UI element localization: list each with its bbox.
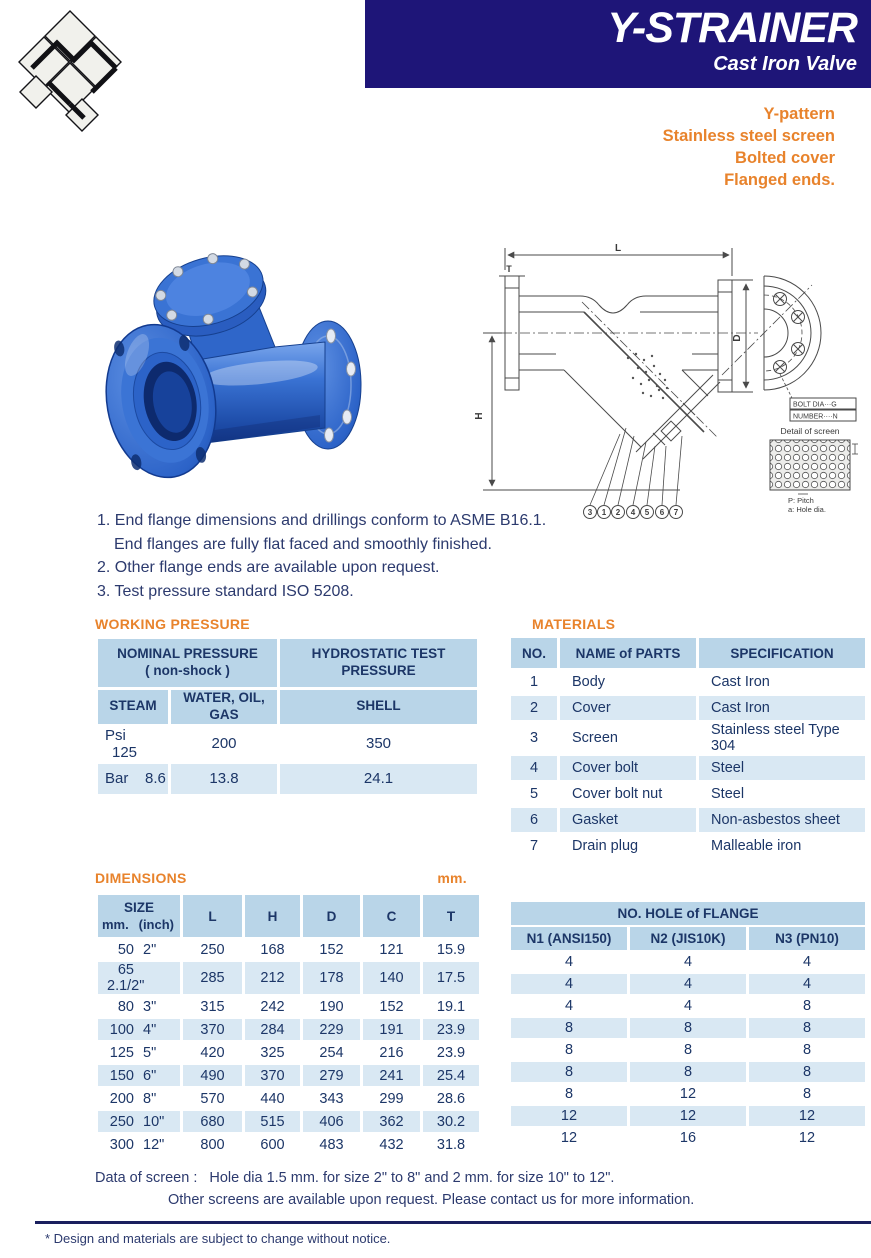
table-row xyxy=(511,696,865,720)
table-cell: 200 xyxy=(171,727,277,761)
table-cell: 250 xyxy=(183,939,242,960)
table-cell: 152 xyxy=(303,939,360,960)
table-cell: 140 xyxy=(363,962,420,994)
table-cell: 440 xyxy=(245,1088,300,1109)
table-cell: 284 xyxy=(245,1019,300,1040)
flange-holes-title: NO. HOLE of FLANGE xyxy=(511,902,865,925)
table-row xyxy=(98,1134,479,1155)
table-cell: 8 xyxy=(511,1062,627,1082)
company-logo xyxy=(12,6,137,138)
part-number: 5 xyxy=(644,508,650,517)
table-cell: 8 xyxy=(630,1040,746,1060)
table-cell: 212 xyxy=(245,962,300,994)
table-row xyxy=(511,1106,865,1126)
table-cell: 432 xyxy=(363,1134,420,1155)
table-cell: 300 12" xyxy=(98,1134,180,1155)
table-cell: 652.1/2" xyxy=(98,962,180,994)
table-cell: 279 xyxy=(303,1065,360,1086)
nominal-pressure-header: NOMINAL PRESSURE ( non-shock ) xyxy=(98,639,277,687)
table-cell: 8 xyxy=(630,1018,746,1038)
table-cell: 7 xyxy=(511,834,557,858)
table-row xyxy=(98,727,477,761)
table-cell: 30.2 xyxy=(423,1111,479,1132)
table-cell: 19.1 xyxy=(423,996,479,1017)
table-cell: 28.6 xyxy=(423,1088,479,1109)
table-cell: 241 xyxy=(363,1065,420,1086)
table-cell: 8 xyxy=(749,1084,865,1104)
table-cell: 680 xyxy=(183,1111,242,1132)
screen-note-label: Data of screen : xyxy=(95,1170,198,1186)
screen-data-note xyxy=(95,1167,694,1211)
table-cell: 13.8 xyxy=(171,764,277,794)
working-pressure-section xyxy=(95,616,480,797)
feature-item: Y-pattern xyxy=(763,105,835,123)
table-row xyxy=(98,1019,479,1040)
table-cell: 370 xyxy=(183,1019,242,1040)
table-cell: 17.5 xyxy=(423,962,479,994)
working-pressure-title: WORKING PRESSURE xyxy=(95,616,250,632)
table-cell: 406 xyxy=(303,1111,360,1132)
table-cell: Stainless steel Type 304 xyxy=(699,722,865,754)
table-cell: 325 xyxy=(245,1042,300,1063)
feature-item: Stainless steel screen xyxy=(662,127,835,145)
table-cell: 23.9 xyxy=(423,1019,479,1040)
table-row xyxy=(511,974,865,994)
column-header: N3 (PN10) xyxy=(749,927,865,950)
feature-list xyxy=(663,103,835,191)
table-cell: 8 xyxy=(511,1084,627,1104)
table-cell: 4 xyxy=(749,952,865,972)
table-cell: 50 2" xyxy=(98,939,180,960)
table-cell: 4 xyxy=(630,952,746,972)
column-header: D xyxy=(303,895,360,937)
materials-section xyxy=(508,616,868,860)
column-header: STEAM xyxy=(98,690,168,724)
pitch-label: P: Pitch xyxy=(788,496,814,505)
column-header: WATER, OIL, GAS xyxy=(171,690,277,724)
table-cell: 515 xyxy=(245,1111,300,1132)
title-banner xyxy=(365,0,871,88)
column-header: NAME of PARTS xyxy=(560,638,696,668)
table-cell: Body xyxy=(560,670,696,694)
materials-title: MATERIALS xyxy=(532,616,616,632)
table-cell: 190 xyxy=(303,996,360,1017)
table-row xyxy=(511,808,865,832)
table-cell: Non-asbestos sheet xyxy=(699,808,865,832)
table-cell: 350 xyxy=(280,727,477,761)
table-cell: 12 xyxy=(511,1128,627,1148)
table-cell: 242 xyxy=(245,996,300,1017)
table-cell: 483 xyxy=(303,1134,360,1155)
table-cell: Cover bolt nut xyxy=(560,782,696,806)
screen-note-line1: Hole dia 1.5 mm. for size 2" to 8" and 2 mm. for size 10" to 12". xyxy=(209,1170,615,1186)
flange-holes-table xyxy=(508,900,868,1150)
table-cell: 8 xyxy=(749,1062,865,1082)
table-cell: 25.4 xyxy=(423,1065,479,1086)
part-number: 2 xyxy=(615,508,621,517)
dim-label-T: T xyxy=(506,264,512,274)
table-cell: 200 8" xyxy=(98,1088,180,1109)
table-row xyxy=(511,996,865,1016)
table-cell: 250 10" xyxy=(98,1111,180,1132)
table-cell: 178 xyxy=(303,962,360,994)
table-cell: 168 xyxy=(245,939,300,960)
table-row xyxy=(98,1088,479,1109)
table-cell: 4 xyxy=(511,952,627,972)
page-subtitle: Cast Iron Valve xyxy=(713,53,857,76)
table-row xyxy=(511,834,865,858)
note-line: 3. Test pressure standard ISO 5208. xyxy=(97,582,354,600)
table-cell: 229 xyxy=(303,1019,360,1040)
hole-dia-label: a: Hole dia. xyxy=(788,505,826,514)
table-cell: Cast Iron xyxy=(699,670,865,694)
table-row xyxy=(511,782,865,806)
column-header: C xyxy=(363,895,420,937)
table-cell: 8 xyxy=(511,1040,627,1060)
table-row xyxy=(511,1084,865,1104)
bolt-dia-label: BOLT DIA···G xyxy=(793,401,837,409)
column-header: T xyxy=(423,895,479,937)
dimensions-title: DIMENSIONS xyxy=(95,870,187,886)
table-cell: 285 xyxy=(183,962,242,994)
part-number: 7 xyxy=(673,508,679,517)
dimensions-section xyxy=(95,870,482,1157)
footer-divider xyxy=(35,1221,871,1224)
footer-disclaimer: * Design and materials are subject to change without notice. xyxy=(45,1231,391,1246)
table-cell: 121 xyxy=(363,939,420,960)
table-cell: 12 xyxy=(630,1106,746,1126)
table-cell: 600 xyxy=(245,1134,300,1155)
table-cell: Gasket xyxy=(560,808,696,832)
table-cell: 12 xyxy=(630,1084,746,1104)
table-cell: 5 xyxy=(511,782,557,806)
materials-table xyxy=(508,636,868,860)
note-line: 1. End flange dimensions and drillings conform to ASME B16.1. xyxy=(97,512,547,529)
table-cell: Cast Iron xyxy=(699,696,865,720)
table-cell: 12 xyxy=(511,1106,627,1126)
table-row xyxy=(511,1128,865,1148)
table-cell: 12 xyxy=(749,1128,865,1148)
feature-item: Flanged ends. xyxy=(724,171,835,189)
product-photo xyxy=(85,235,445,520)
note-line: 2. Other flange ends are available upon request. xyxy=(97,559,440,576)
table-cell: 570 xyxy=(183,1088,242,1109)
table-row xyxy=(98,962,479,994)
dim-label-L: L xyxy=(614,243,622,254)
table-cell: Bar 8.6 xyxy=(98,764,168,794)
table-row xyxy=(98,1042,479,1063)
table-cell: Malleable iron xyxy=(699,834,865,858)
table-row xyxy=(98,1111,479,1132)
table-cell: Screen xyxy=(560,722,696,754)
table-cell: 8 xyxy=(630,1062,746,1082)
column-header: H xyxy=(245,895,300,937)
table-row xyxy=(98,1065,479,1086)
table-cell: 362 xyxy=(363,1111,420,1132)
table-cell: 420 xyxy=(183,1042,242,1063)
table-cell: 31.8 xyxy=(423,1134,479,1155)
table-cell: 3 xyxy=(511,722,557,754)
table-row xyxy=(511,952,865,972)
table-cell: Steel xyxy=(699,782,865,806)
table-cell: 370 xyxy=(245,1065,300,1086)
table-row xyxy=(511,1018,865,1038)
table-cell: Steel xyxy=(699,756,865,780)
table-cell: 152 xyxy=(363,996,420,1017)
table-cell: 4 xyxy=(511,996,627,1016)
table-cell: 299 xyxy=(363,1088,420,1109)
table-cell: 4 xyxy=(630,974,746,994)
table-cell: 23.9 xyxy=(423,1042,479,1063)
table-cell: 1 xyxy=(511,670,557,694)
flange-holes-section xyxy=(508,900,868,1150)
table-cell: 80 3" xyxy=(98,996,180,1017)
table-cell: 315 xyxy=(183,996,242,1017)
table-row xyxy=(511,1062,865,1082)
table-cell: 800 xyxy=(183,1134,242,1155)
notes-list xyxy=(97,509,546,603)
table-cell: 150 6" xyxy=(98,1065,180,1086)
table-cell: 4 xyxy=(511,756,557,780)
column-header: N2 (JIS10K) xyxy=(630,927,746,950)
screen-note-line2: Other screens are available upon request. Please contact us for more information. xyxy=(168,1192,695,1208)
bolt-number-label: NUMBER····N xyxy=(793,413,838,421)
table-cell: 4 xyxy=(749,974,865,994)
table-cell: 4 xyxy=(630,996,746,1016)
table-cell: Psi125 xyxy=(98,727,168,761)
part-number: 6 xyxy=(659,508,665,517)
table-cell: 8 xyxy=(749,1018,865,1038)
table-row xyxy=(98,939,479,960)
table-cell: 100 4" xyxy=(98,1019,180,1040)
column-header: SPECIFICATION xyxy=(699,638,865,668)
table-row xyxy=(511,1040,865,1060)
column-header: N1 (ANSI150) xyxy=(511,927,627,950)
column-header: L xyxy=(183,895,242,937)
table-cell: 12 xyxy=(749,1106,865,1126)
table-cell: Cover bolt xyxy=(560,756,696,780)
table-cell: 4 xyxy=(511,974,627,994)
table-cell: 2 xyxy=(511,696,557,720)
dimensions-table xyxy=(95,893,482,1157)
dim-label-D: D xyxy=(732,334,743,342)
feature-item: Bolted cover xyxy=(735,149,835,167)
table-cell: 16 xyxy=(630,1128,746,1148)
table-cell: 343 xyxy=(303,1088,360,1109)
table-cell: 216 xyxy=(363,1042,420,1063)
size-header: SIZE mm. (inch) xyxy=(98,895,180,937)
column-header: SHELL xyxy=(280,690,477,724)
dim-label-H: H xyxy=(474,412,485,420)
dimensions-unit: mm. xyxy=(437,870,467,886)
table-cell: 254 xyxy=(303,1042,360,1063)
table-cell: 8 xyxy=(749,996,865,1016)
table-cell: Cover xyxy=(560,696,696,720)
table-row xyxy=(98,996,479,1017)
hydrostatic-header: HYDROSTATIC TEST PRESSURE xyxy=(280,639,477,687)
page-title: Y-STRAINER xyxy=(607,4,857,52)
table-cell: 125 5" xyxy=(98,1042,180,1063)
table-cell: 24.1 xyxy=(280,764,477,794)
table-row xyxy=(511,670,865,694)
table-cell: 8 xyxy=(511,1018,627,1038)
table-cell: 6 xyxy=(511,808,557,832)
table-row xyxy=(98,764,477,794)
screen-detail-label: Detail of screen xyxy=(780,426,840,436)
table-cell: 8 xyxy=(749,1040,865,1060)
table-cell: 15.9 xyxy=(423,939,479,960)
table-row xyxy=(511,756,865,780)
table-cell: 191 xyxy=(363,1019,420,1040)
working-pressure-table xyxy=(95,636,480,797)
table-cell: Drain plug xyxy=(560,834,696,858)
part-number: 1 xyxy=(601,508,607,517)
part-number: 4 xyxy=(630,508,636,517)
column-header: NO. xyxy=(511,638,557,668)
technical-drawing xyxy=(468,228,871,530)
note-line: End flanges are fully flat faced and smoothly finished. xyxy=(114,535,492,553)
part-number: 3 xyxy=(587,508,593,517)
table-row xyxy=(511,722,865,754)
table-cell: 490 xyxy=(183,1065,242,1086)
